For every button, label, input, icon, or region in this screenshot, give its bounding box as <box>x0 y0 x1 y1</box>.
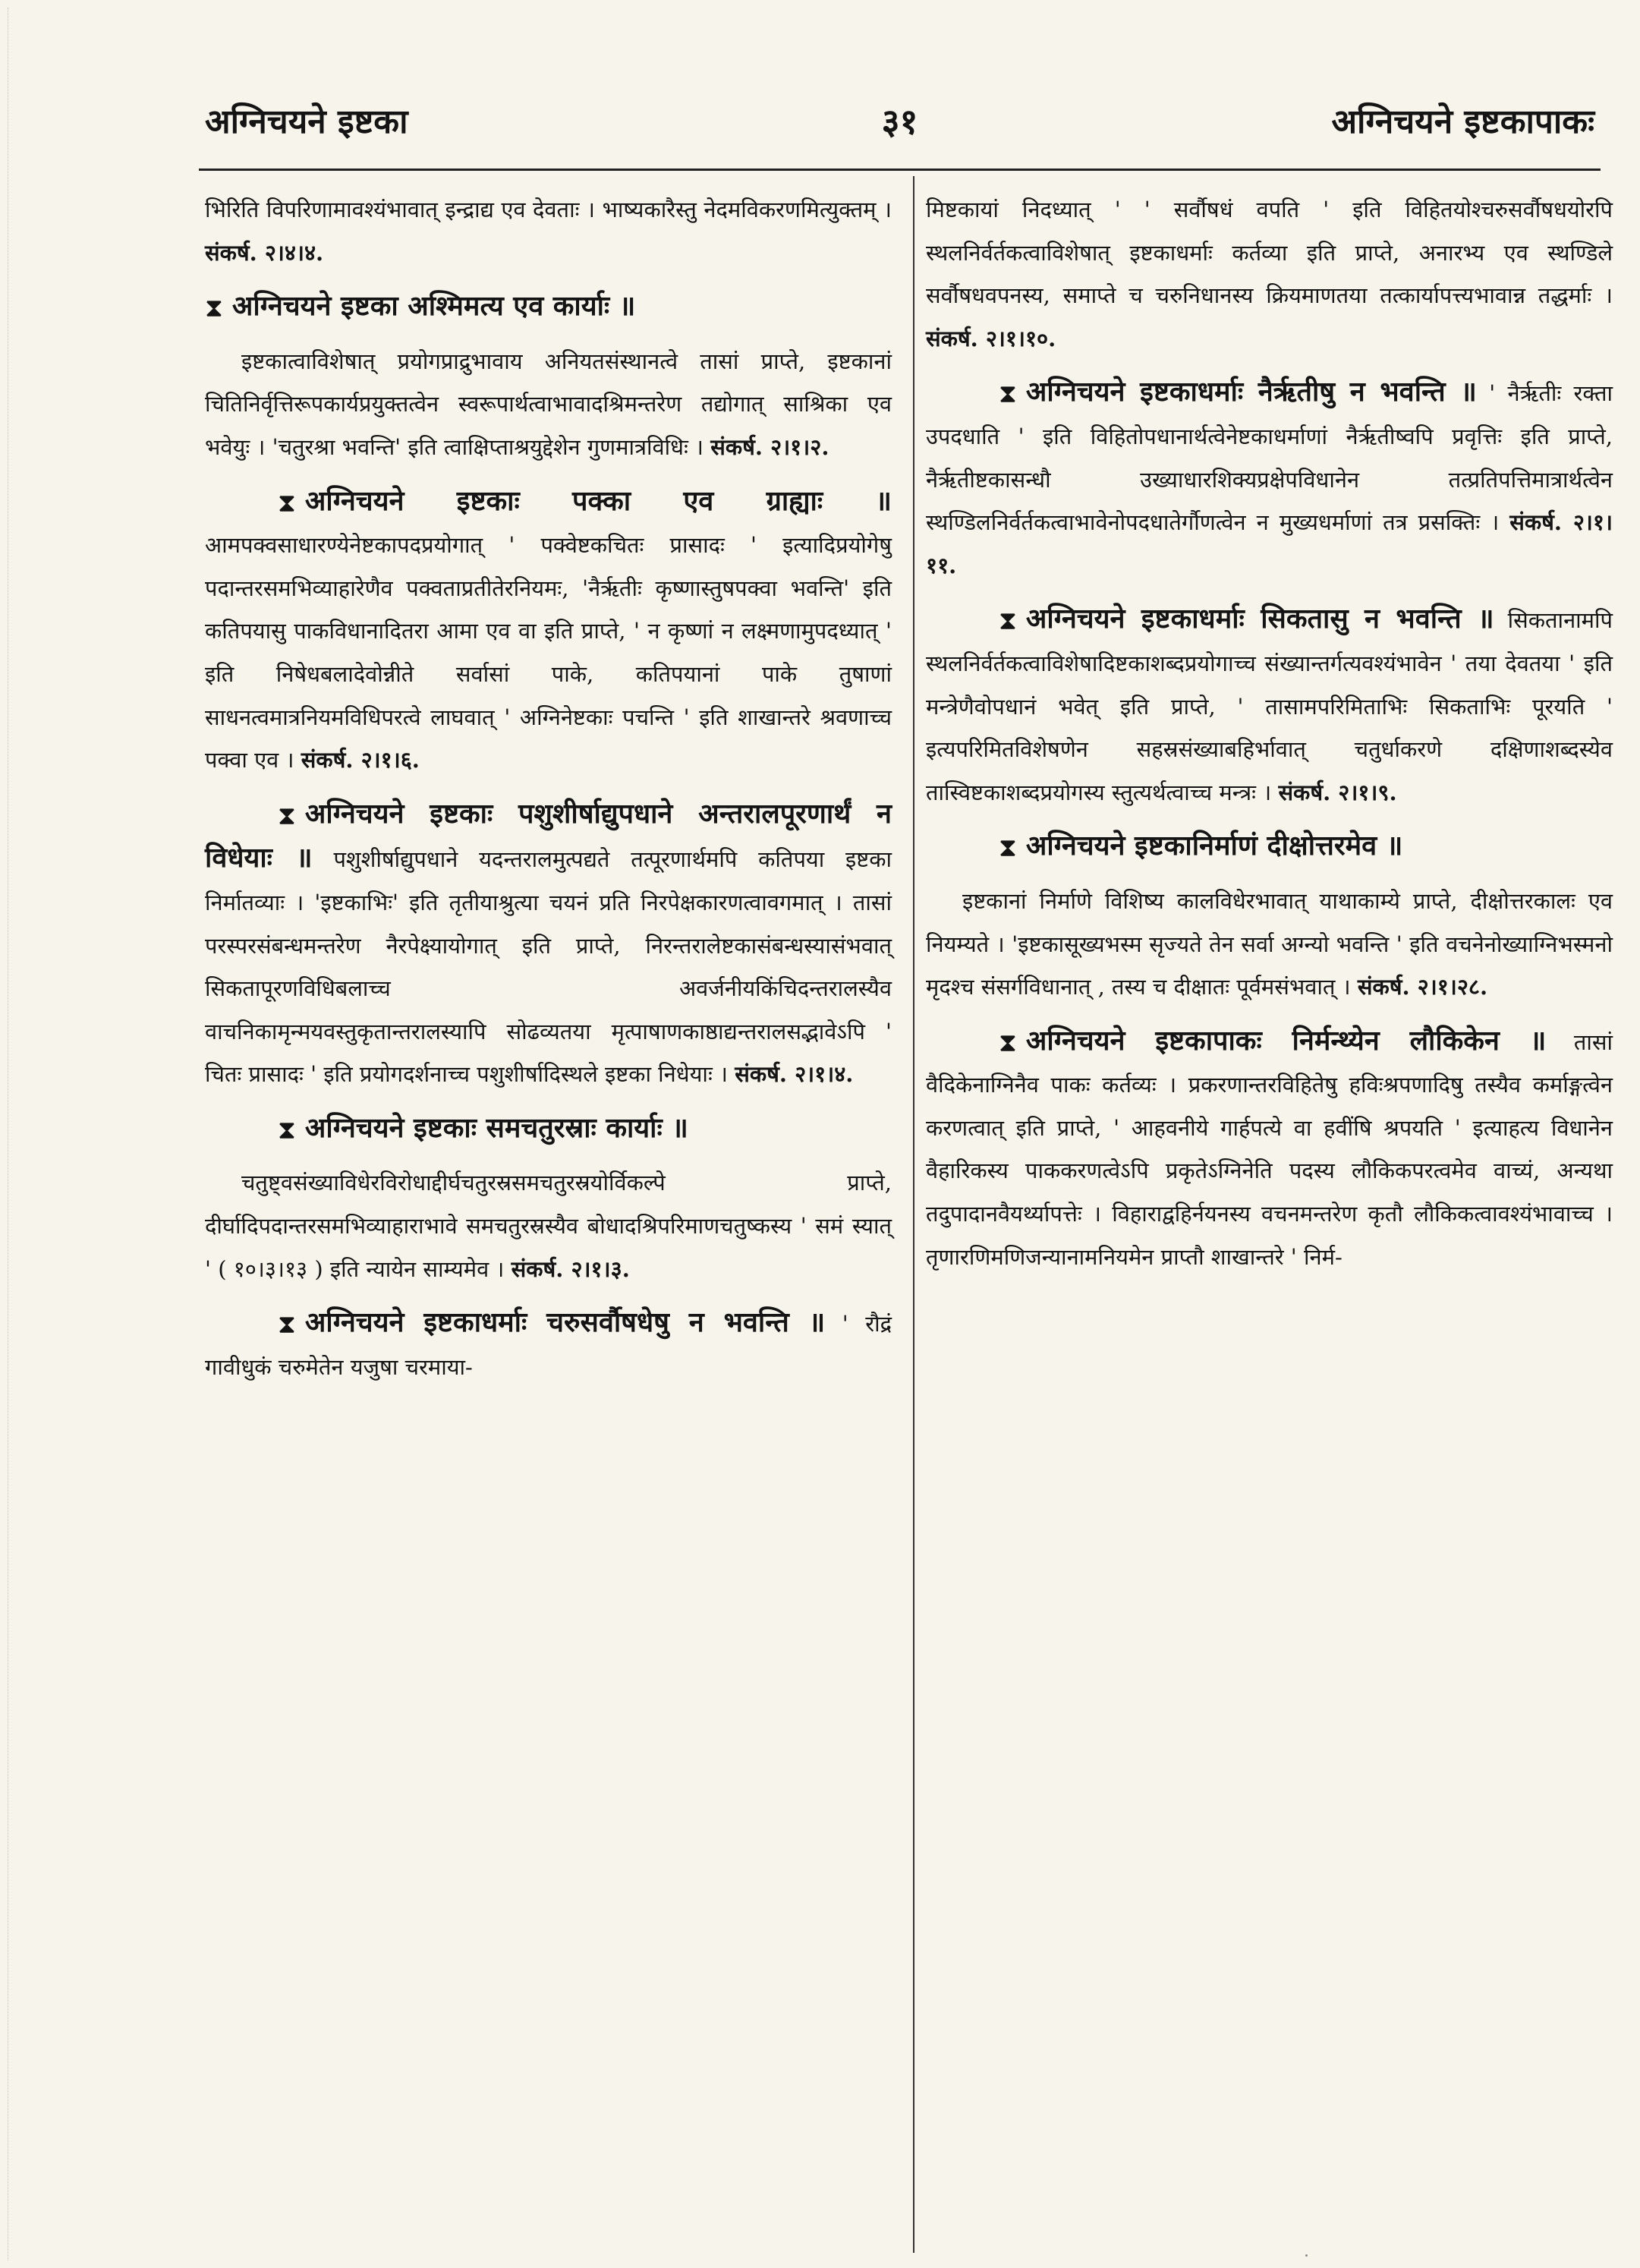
entry-body <box>205 340 892 469</box>
entry-text: ' रौद्रं गावीधुकं चरुमेतेन यजुषा चरमाया- <box>205 1311 892 1380</box>
entry-body <box>205 1161 892 1290</box>
hourglass-icon: ⧗ <box>278 1114 296 1145</box>
entry-title: अग्निचयने इष्टकानिर्माणं दीक्षोत्तरमेव ॥ <box>1025 830 1403 862</box>
entry-text: तासां वैदिकेनाग्निनैव पाकः कर्तव्यः । प्रकरणान्तरविहितेषु हविःश्रपणादिषु तस्यैव कर्माङ्गत्वेन करणत्वात् इति प्राप्ते, ' आहवनीये गार्हपत्ये वा हवींषि श्रपयति ' इत्याहत्य विधानेन वैहारिकस्य पाककरणत्वेऽपि प्रकृतेऽग्निनेति पदस्य लौकिकपरत्वमेव वाच्यं, अन्यथा तदुपादानवैयर्थ्यापत्तेः । विहाराद्वहिर्नयनस्य वचनमन्तरेण कृतौ लौकिकत्वावश्यंभावाच्च । तृणारणिमणिजन्यानामनियमेन प्राप्तौ शाखान्तरे ' निर्म- <box>926 1028 1613 1270</box>
entry <box>926 824 1613 869</box>
hourglass-icon: ⧗ <box>999 379 1017 410</box>
continuation-paragraph <box>205 188 892 274</box>
entry-title: अग्निचयने इष्टका अश्मिमत्य एव कार्याः ॥ <box>231 290 636 323</box>
reference: संकर्ष. २।१।२८. <box>1357 974 1488 1000</box>
hourglass-icon: ⧗ <box>999 833 1017 864</box>
entry-title: अग्निचयने इष्टकाः समचतुरस्राः कार्याः ॥ <box>304 1111 688 1144</box>
left-column <box>205 188 892 1399</box>
continuation-text: भिरिति विपरिणामावश्यंभावात् इन्द्राद्य एव देवताः । भाष्यकारैस्तु नेदमविकरणमित्युक्तम् । <box>205 197 892 222</box>
entry <box>205 1107 892 1151</box>
entry-text: आमपक्वसाधारण्येनेष्टकापदप्रयोगात् ' पक्वेष्टकचितः प्रासादः ' इत्यादिप्रयोगेषु पदान्तरसमभिव्याहारेणैव पक्वताप्रतीतेरनियमः, 'नैर्ऋतीः कृष्णास्तुषपक्वा भवन्ति' इति कतिपयासु पाकविधानादितरा आमा एव वा इति प्राप्ते, ' न कृष्णां न लक्ष्मणामुपदध्यात् ' इति निषेधबलादेवोन्नीते सर्वासां पाके, कतिपयानां पाके तुषाणां साधनत्वमात्रनियमविधिपरत्वे लाघवात् ' अग्निनेष्टकाः पचन्ति ' इति शाखान्तरे श्रवणाच्च पक्वा एव । <box>205 532 892 773</box>
reference: संकर्ष. २।१।११. <box>926 509 1613 578</box>
reference: संकर्ष. २।१।२. <box>710 433 829 460</box>
column-divider <box>913 176 914 2253</box>
hourglass-icon: ⧗ <box>278 487 296 518</box>
continuation-text: मिष्टकायां निदध्यात् ' ' सर्वौषधं वपति ' इति विहितयोश्चरुसर्वौषधयोरपि स्थलनिर्वर्तकत्वाविशेषात् इष्टकाधर्माः कर्तव्या इति प्राप्ते, अनारभ्य एव स्थण्डिले सर्वौषधवपनस्य, समाप्ते च चरुनिधानस्य क्रियमाणतया तत्कार्यापत्त्यभावान्न तद्धर्माः । <box>926 197 1613 309</box>
entry-title: अग्निचयने इष्टकाः पक्का एव ग्राह्याः ॥ <box>304 484 892 517</box>
entry-title: अग्निचयने इष्टकाः पशुशीर्षाद्युपधाने अन्तरालपूरणार्थं न विधेयाः ॥ <box>205 797 892 874</box>
hourglass-icon: ⧗ <box>999 1027 1017 1058</box>
running-header <box>205 97 1594 158</box>
entry-title: अग्निचयने इष्टकाधर्माः चरुसर्वौषधेषु न भवन्ति ॥ <box>304 1306 826 1339</box>
entry-text: ' नैर्ऋतीः रक्ता उपदधाति ' इति विहितोपधानार्थत्वेनेष्टकाधर्माणां नैर्ऋतीष्वपि प्रवृत्तिः इति प्राप्ते, नैर्ऋतीष्टकासन्धौ उख्याधारशिक्यप्रक्षेपविधानेन तत्प्रतिपत्तिमात्रार्थत्वेन स्थण्डिलनिर्वर्तकत्वाभावेनोपदधातेर्गौणत्वेन न मुख्यधर्माणां तत्र प्रसक्तिः । <box>926 380 1613 536</box>
hourglass-icon: ⧗ <box>205 293 223 324</box>
entry-text: सिकतानामपि स्थलनिर्वर्तकत्वाविशेषादिष्टकाशब्दप्रयोगाच्च संख्यान्तर्गत्यवश्यंभावेन ' तया देवतया ' इति मन्त्रेणैवोपधानं भवेत् इति प्राप्ते, ' तासामपरिमिताभिः सिकताभिः पूरयति ' इत्यपरिमितविशेषणेन सहस्रसंख्याबहिर्भावात् चतुर्धाकरणे दक्षिणाशब्दस्येव तास्विष्टकाशब्दप्रयोगस्य स्तुत्यर्थत्वाच्च मन्त्रः । <box>926 607 1613 805</box>
entry-body <box>926 880 1613 1009</box>
entry <box>205 285 892 329</box>
entry-title: अग्निचयने इष्टकाधर्माः नैर्ऋतीषु न भवन्ति ॥ <box>1025 376 1477 408</box>
scan-speck <box>1305 2254 1308 2257</box>
page-edge <box>8 8 24 2260</box>
reference: संकर्ष. २।१।९. <box>1278 779 1397 805</box>
entry <box>926 597 1613 814</box>
hourglass-icon: ⧗ <box>999 606 1017 637</box>
entry <box>205 1301 892 1388</box>
page-number: ३१ <box>881 101 918 142</box>
reference: संकर्ष. २।१।१०. <box>926 325 1056 351</box>
entry <box>926 370 1613 587</box>
hourglass-icon: ⧗ <box>278 1309 296 1340</box>
reference: संकर्ष. २।१।३. <box>511 1255 630 1282</box>
continuation-paragraph <box>926 188 1613 360</box>
entry <box>926 1019 1613 1279</box>
entry <box>205 480 892 782</box>
entry-text: चतुष्ट्वसंख्याविधेरविरोधाद्दीर्घचतुरस्रसमचतुरस्रयोर्विकल्पे प्राप्ते, दीर्घादिपदान्तरसमभिव्याहाराभावे समचतुरस्रस्यैव बोधादश्रिपरिमाणचतुष्कस्य ' समं स्यात् ' ( १०।३।१३ ) इति न्यायेन साम्यमेव । <box>205 1170 892 1282</box>
reference: संकर्ष. २।१।४. <box>735 1061 854 1088</box>
right-column <box>926 188 1613 1289</box>
header-right: अग्निचयने इष्टकापाकः <box>1331 102 1594 141</box>
header-left: अग्निचयने इष्टका <box>205 102 408 141</box>
hourglass-icon: ⧗ <box>278 800 296 831</box>
entry-text: पशुशीर्षाद्युपधाने यदन्तरालमुत्पद्यते तत्पूरणार्थमपि कतिपया इष्टका निर्मातव्याः । 'इष्टकाभिः' इति तृतीयाश्रुत्या चयनं प्रति निरपेक्षकारणत्वावगमात् । तासां परस्परसंबन्धमन्तरेण नैरपेक्ष्यायोगात् इति प्राप्ते, निरन्तरालेष्टकासंबन्धस्यासंभवात् सिकतापूरणविधिबलाच्च अवर्जनीयकिंचिदन्तरालस्यैव वाचनिकामृन्मयवस्तुकृतान्तरालस्यापि सोढव्यतया मृत्पाषाणकाष्ठाद्यन्तरालसद्भावेऽपि ' चितः प्रासादः ' इति प्रयोगदर्शनाच्च पशुशीर्षादिस्थले इष्टका निधेयाः । <box>205 846 892 1088</box>
entry <box>205 792 892 1096</box>
reference: संकर्ष. २।१।६. <box>301 747 420 773</box>
entry-title: अग्निचयने इष्टकाधर्माः सिकतासु न भवन्ति ॥ <box>1025 603 1494 635</box>
entry-title: अग्निचयने इष्टकापाकः निर्मन्थ्येन लौकिकेन ॥ <box>1025 1024 1547 1057</box>
reference: संकर्ष. २।४।४. <box>205 239 324 266</box>
header-rule <box>199 169 1601 171</box>
entry-text: इष्टकानां निर्माणे विशिष्य कालविधेरभावात् याथाकाम्ये प्राप्ते, दीक्षोत्तरकालः एव नियम्यते । 'इष्टकासूख्यभस्म सृज्यते तेन सर्वा अग्न्यो भवन्ति ' इति वचनेनोख्याग्निभस्मनो मृदश्च संसर्गविधानात् , तस्य च दीक्षातः पूर्वमसंभवात् । <box>926 887 1613 1000</box>
entry-text: इष्टकात्वाविशेषात् प्रयोगप्राद्रुभावाय अनियतसंस्थानत्वे तासां प्राप्ते, इष्टकानां चितिनिर्वृत्तिरूपकार्यप्रयुक्तत्वेन स्वरूपार्थत्वाभावादश्रिमन्तरेण तद्योगात् साश्रिका एव भवेयुः । 'चतुरश्रा भवन्ति' इति त्वाक्षिप्ताश्रयुद्देशेन गुणमात्रविधिः । <box>205 348 892 460</box>
